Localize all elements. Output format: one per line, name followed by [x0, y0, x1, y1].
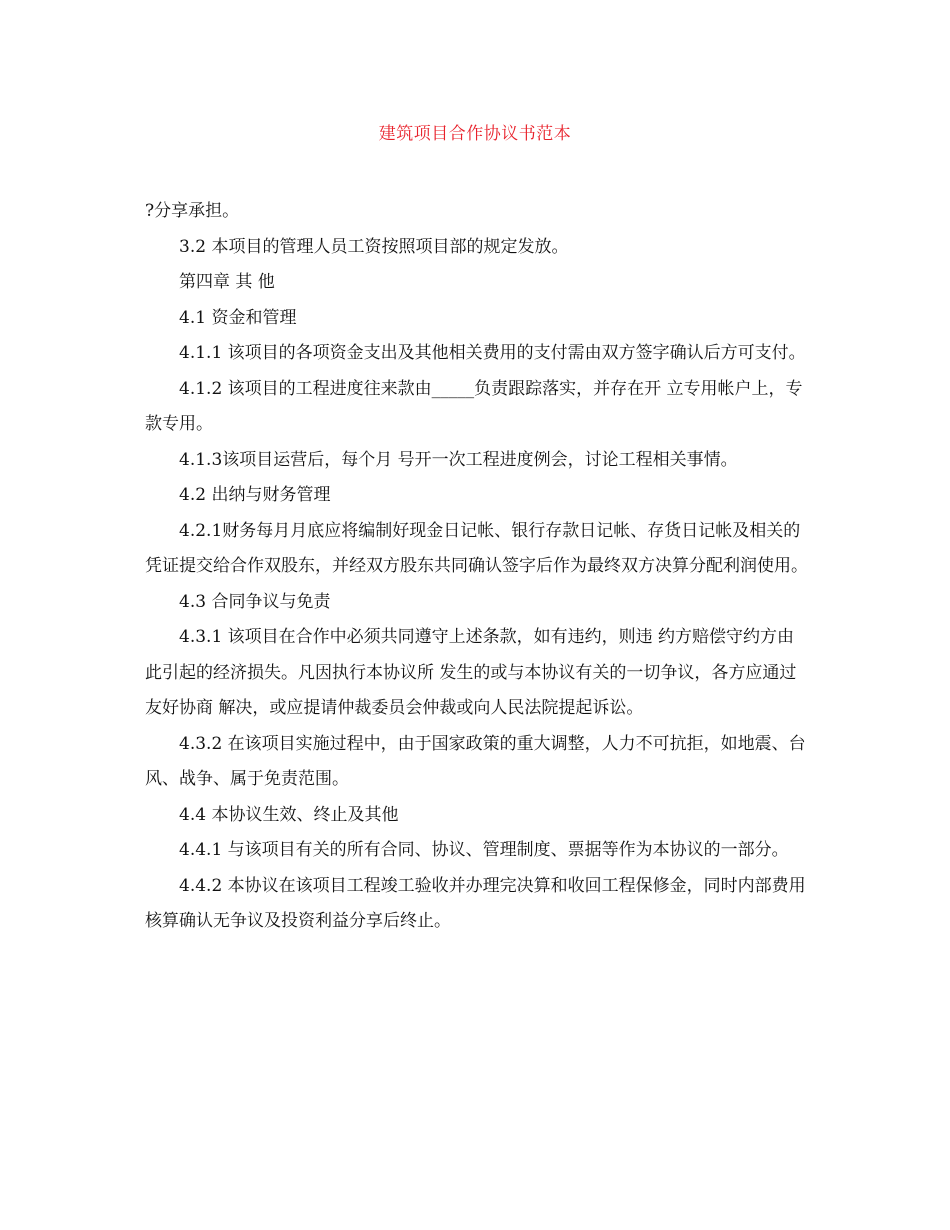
document-body — [145, 194, 810, 940]
section-heading: 4.1 资金和管理 — [179, 307, 297, 328]
paragraph: 4.3.2 在该项目实施过程中，由于国家政策的重大调整，人力不可抗拒，如地震、台风、战争、属于免责范围。 — [145, 733, 806, 789]
paragraph: 4.3.1 该项目在合作中必须共同遵守上述条款，如有违约，则违 约方赔偿守约方由此引起的经济损失。凡因执行本协议所 发生的或与本协议有关的一切争议，各方应通过友好协商 解决，或应提请仲裁委员会仲裁或向人民法院提起诉讼。 — [145, 627, 797, 718]
paragraph: 4.1.2 该项目的工程进度往来款由_____负责跟踪落实，并存在开 立专用帐户上，专款专用。 — [145, 378, 803, 434]
section-heading: 4.3 合同争议与免责 — [179, 591, 331, 612]
paragraph: 4.4.1 与该项目有关的所有合同、协议、管理制度、票据等作为本协议的一部分。 — [179, 840, 789, 860]
section-heading: 4.2 出纳与财务管理 — [179, 485, 331, 505]
paragraph: 3.2 本项目的管理人员工资按照项目部的规定发放。 — [179, 236, 569, 257]
paragraph: 4.4.2 本协议在该项目工程竣工验收并办理完决算和收回工程保修金，同时内部费用核算确认无争议及投资利益分享后终止。 — [145, 875, 806, 931]
section-heading: 4.4 本协议生效、终止及其他 — [179, 804, 399, 825]
paragraph: ?分享承担。 — [145, 201, 240, 221]
chapter-heading: 第四章 其 他 — [179, 272, 275, 292]
paragraph: 4.2.1财务每月月底应将编制好现金日记帐、银行存款日记帐、存货日记帐及相关的凭证提交给合作双股东，并经双方股东共同确认签字后作为最终双方决算分配利润使用。 — [145, 520, 808, 576]
paragraph: 4.1.1 该项目的各项资金支出及其他相关费用的支付需由双方签字确认后方可支付。 — [179, 343, 806, 363]
document-title: 建筑项目合作协议书范本 — [378, 124, 572, 144]
paragraph: 4.1.3该项目运营后，每个月 号开一次工程进度例会，讨论工程相关事情。 — [179, 449, 738, 470]
